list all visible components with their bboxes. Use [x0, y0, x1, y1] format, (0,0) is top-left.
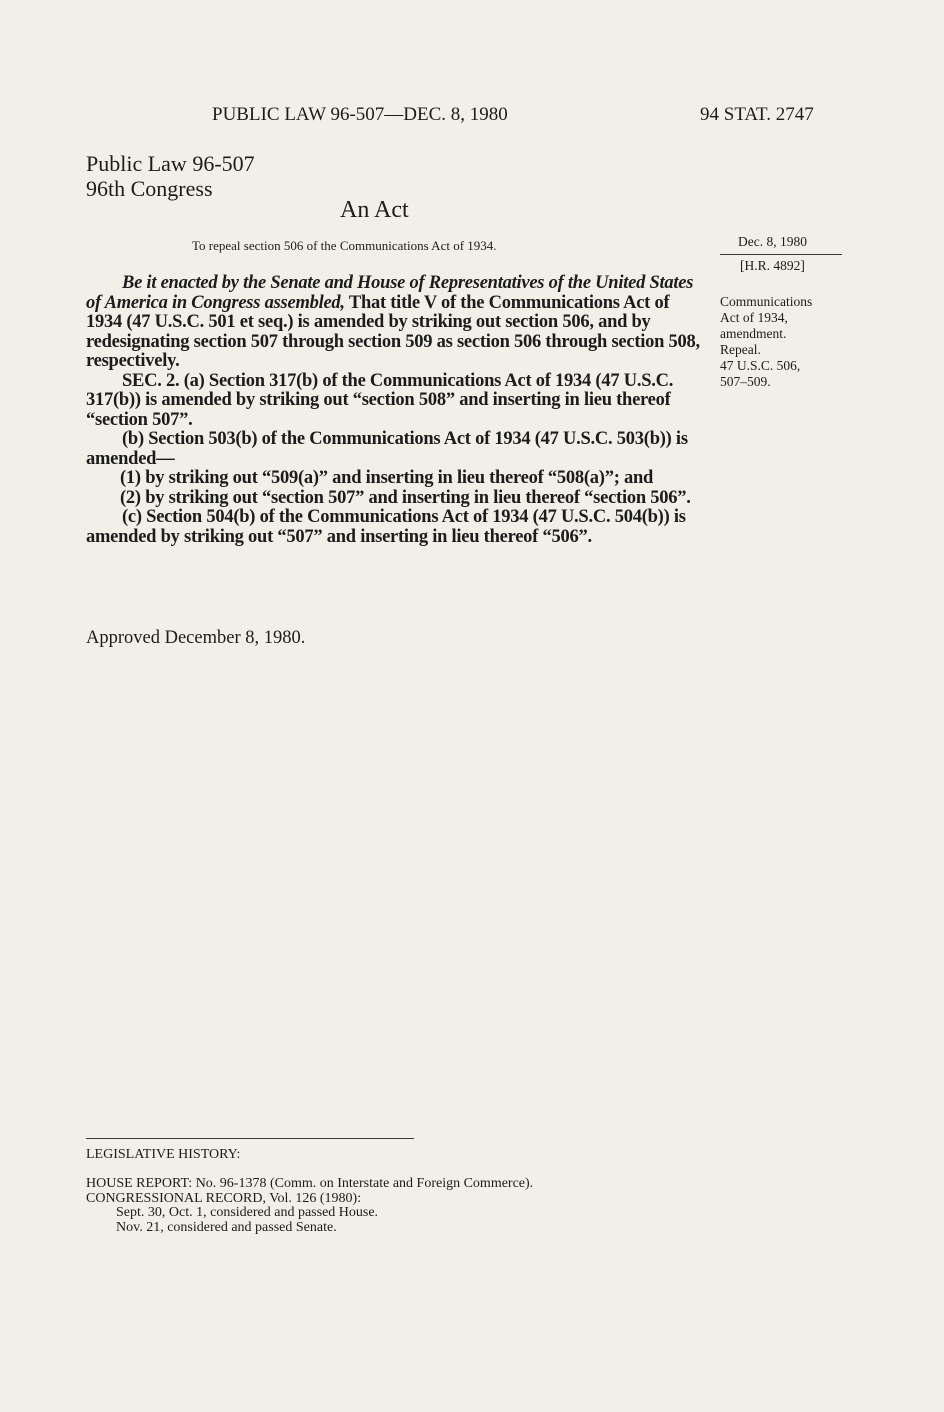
- sidenote-date: Dec. 8, 1980: [738, 234, 807, 249]
- congress-label: 96th Congress: [86, 176, 213, 201]
- sidenote-rule: [720, 254, 842, 255]
- sidenote-line: Repeal.: [720, 342, 761, 357]
- sidenote-line: Act of 1934,: [720, 310, 788, 325]
- sidenote-line: Communications: [720, 294, 813, 309]
- congressional-record: CONGRESSIONAL RECORD, Vol. 126 (1980):: [86, 1190, 362, 1206]
- sidenote-bill: [H.R. 4892]: [740, 258, 805, 273]
- page-citation: 94 STAT. 2747: [700, 104, 814, 125]
- section-1-text: That title V of the Communications Act of 1934 (47 U.S.C. 501 et seq.) is amended by striking out section 506, and by redesignating section 507 through section 509 as section 506 through section 508, respectively.: [86, 292, 700, 371]
- running-header-left: PUBLIC LAW 96-507—DEC. 8, 1980: [212, 104, 508, 125]
- history-action: Sept. 30, Oct. 1, considered and passed House.: [116, 1205, 379, 1220]
- section-1: [86, 274, 706, 372]
- approval-date: Approved December 8, 1980.: [86, 628, 306, 648]
- legislative-history-rule: [86, 1138, 414, 1139]
- enacting-clause: Be it enacted by the Senate and House of Representatives of the United States of America in Congress assembled,: [86, 273, 694, 313]
- legislative-history-heading: LEGISLATIVE HISTORY:: [86, 1147, 241, 1162]
- section-2b-2: (2) by striking out “section 507” and inserting in lieu thereof “section 506”.: [120, 487, 691, 508]
- public-law-number: Public Law 96-507: [86, 151, 255, 176]
- act-body: [86, 274, 706, 547]
- house-report: HOUSE REPORT: No. 96-1378 (Comm. on Interstate and Foreign Commerce).: [86, 1176, 534, 1191]
- sidenote-topic: [720, 294, 812, 390]
- section-2b-1: (1) by striking out “509(a)” and inserting in lieu thereof “508(a)”; and: [120, 468, 654, 488]
- act-title: An Act: [340, 197, 409, 223]
- section-2a: SEC. 2. (a) Section 317(b) of the Communications Act of 1934 (47 U.S.C. 317(b)) is amended by striking out “section 508” and inserting in lieu thereof “section 507”.: [86, 370, 674, 430]
- legislative-history: [86, 1177, 533, 1235]
- section-2c: (c) Section 504(b) of the Communications Act of 1934 (47 U.S.C. 504(b)) is amended by striking out “507” and inserting in lieu thereof “506”.: [86, 507, 686, 547]
- section-2b: (b) Section 503(b) of the Communications Act of 1934 (47 U.S.C. 503(b)) is amended—: [86, 429, 688, 469]
- sidenote-line: 47 U.S.C. 506,: [720, 358, 801, 373]
- history-action: Nov. 21, considered and passed Senate.: [116, 1219, 337, 1235]
- sidenote-line: amendment.: [720, 326, 787, 341]
- sidenote-line: 507–509.: [720, 374, 771, 389]
- act-purpose: To repeal section 506 of the Communications Act of 1934.: [192, 238, 497, 253]
